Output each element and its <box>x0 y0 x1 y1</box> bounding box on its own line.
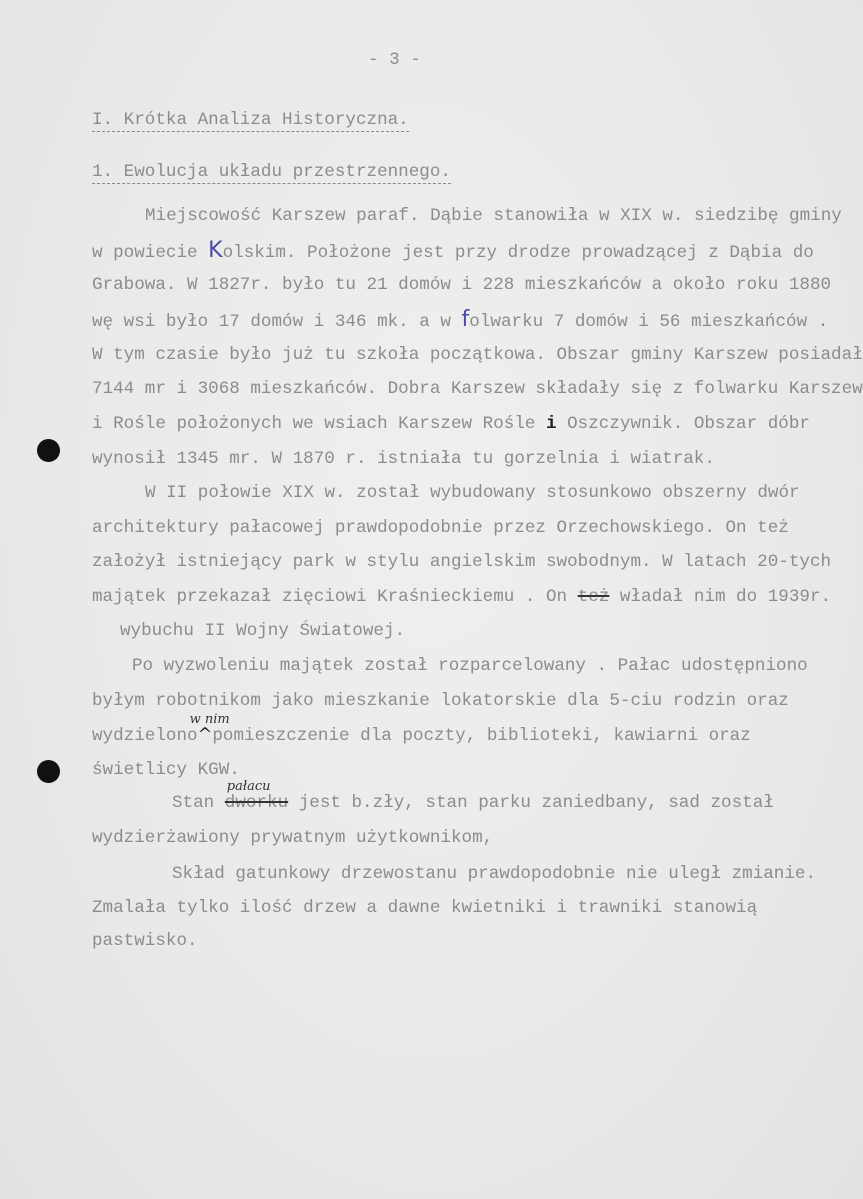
paragraph-2-line: wybuchu II Wojny Światowej. <box>120 621 406 641</box>
paragraph-1-line <box>92 238 814 263</box>
paragraph-1-line: Miejscowość Karszew paraf. Dąbie stanowiła w XIX w. siedzibę gminy <box>145 206 842 226</box>
paragraph-4-line <box>172 779 774 813</box>
text: i Rośle położonych we wsiach Karszew Rośle <box>92 414 546 434</box>
text: olskim. Położone jest przy drodze prowadzącej z Dąbia do <box>222 243 814 263</box>
subsection-heading: 1. Ewolucja układu przestrzennego. <box>92 162 451 182</box>
text: wę wsi było 17 domów i 346 mk. a w <box>92 312 462 332</box>
paragraph-1-line: wynosił 1345 mr. W 1870 r. istniała tu gorzelnia i wiatrak. <box>92 449 715 469</box>
paragraph-3-line: byłym robotnikom jako mieszkanie lokatorskie dla 5-ciu rodzin oraz <box>92 691 789 711</box>
struck-word: też <box>577 587 610 607</box>
paragraph-5-line: Skład gatunkowy drzewostanu prawdopodobnie nie uległ zmianie. <box>172 864 817 884</box>
handwritten-correction: K <box>208 238 223 263</box>
text: pomieszczenie dla poczty, biblioteki, kawiarni oraz <box>212 726 751 746</box>
insertion-mark: ^ w nim <box>189 712 230 745</box>
paragraph-3-line <box>92 712 751 746</box>
page-number: - 3 - <box>368 50 421 70</box>
text: Oszczywnik. Obszar dóbr <box>556 414 810 434</box>
text: władał nim do 1939r. <box>609 587 832 607</box>
text: wydzielono <box>92 726 198 746</box>
handwritten-insert: pałacu <box>226 779 271 794</box>
paragraph-1-line: Grabowa. W 1827r. było tu 21 domów i 228 mieszkańców a około roku 1880 <box>92 275 832 295</box>
paragraph-2-line <box>92 587 831 607</box>
section-heading: I. Krótka Analiza Historyczna. <box>92 110 409 130</box>
text: Stan <box>172 793 225 813</box>
handwritten-correction: f <box>461 307 470 332</box>
paragraph-3-line: świetlicy KGW. <box>92 760 240 780</box>
text: w powiecie <box>92 243 209 263</box>
ink-correction: i <box>546 414 557 434</box>
punch-hole <box>37 760 60 783</box>
paragraph-4-line: wydzierżawiony prywatnym użytkownikom, <box>92 828 494 848</box>
paragraph-5-line: Zmalała tylko ilość drzew a dawne kwietniki i trawniki stanowią <box>92 898 758 918</box>
paragraph-1-line: 7144 mr i 3068 mieszkańców. Dobra Karszew składały się z folwarku Karszew <box>92 379 863 399</box>
paragraph-2-line: założył istniejący park w stylu angielskim swobodnym. W latach 20-tych <box>92 552 832 572</box>
paragraph-1-line <box>92 414 810 434</box>
paragraph-2-line: architektury pałacowej prawdopodobnie przez Orzechowskiego. On też <box>92 518 789 538</box>
paragraph-1-line: W tym czasie było już tu szkoła początkowa. Obszar gminy Karszew posiadał <box>92 345 863 365</box>
text: olwarku 7 domów i 56 mieszkańców . <box>469 312 829 332</box>
correction <box>224 779 289 813</box>
punch-hole <box>37 439 60 462</box>
paragraph-3-line: Po wyzwoleniu majątek został rozparcelowany . Pałac udostępniono <box>132 656 808 676</box>
text: jest b.zły, stan parku zaniedbany, sad został <box>288 793 774 813</box>
struck-word: dworku <box>224 793 289 813</box>
paragraph-1-line <box>92 307 829 332</box>
text: majątek przekazał zięciowi Kraśnieckiemu . On <box>92 587 578 607</box>
handwritten-insert: w nim <box>189 712 230 727</box>
paragraph-5-line: pastwisko. <box>92 931 198 951</box>
paragraph-2-line: W II połowie XIX w. został wybudowany stosunkowo obszerny dwór <box>145 483 800 503</box>
